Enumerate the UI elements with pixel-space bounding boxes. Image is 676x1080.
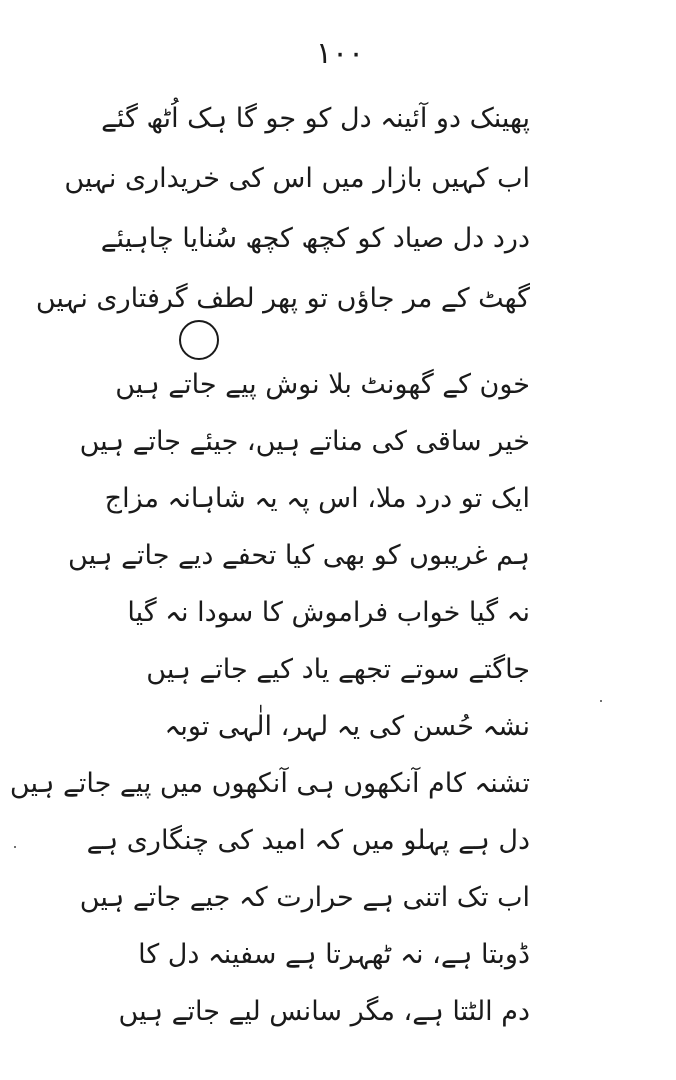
verse-line: ڈوبتا ہے، نہ ٹھہرتا ہے سفینہ دل کا — [138, 939, 530, 970]
verse-line: خیر ساقی کی مناتے ہیں، جیئے جاتے ہیں — [79, 426, 530, 457]
verse-line: جاگتے سوتے تجھے یاد کیے جاتے ہیں — [146, 654, 530, 685]
verse-line: نہ گیا خواب فراموش کا سودا نہ گیا — [127, 597, 530, 628]
page-number: ۱۰۰ — [315, 36, 365, 71]
verse-line: دم الٹتا ہے، مگر سانس لیے جاتے ہیں — [118, 996, 530, 1027]
verse-line: اب تک اتنی ہے حرارت کہ جیے جاتے ہیں — [79, 882, 530, 913]
verse-line: درد دل صیاد کو کچھ کچھ سُنایا چاہیئے — [100, 223, 530, 254]
verse-line: دل ہے پہلو میں کہ امید کی چنگاری ہے — [86, 825, 530, 856]
verse-line: پھینک دو آئینہ دل کو جو گا ہک اُٹھ گئے — [101, 103, 530, 134]
stanza-1 — [35, 103, 530, 344]
paper-speck — [600, 700, 602, 702]
verse-line: نشہ حُسن کی یہ لہر، الٰہی توبہ — [164, 711, 530, 742]
paper-speck — [14, 846, 16, 848]
stanza-2 — [9, 369, 530, 1054]
verse-line: اب کہیں بازار میں اس کی خریداری نہیں — [64, 163, 530, 194]
verse-line: خون کے گھونٹ بلا نوش پیے جاتے ہیں — [115, 369, 530, 400]
verse-line: گھٹ کے مر جاؤں تو پھر لطف گرفتاری نہیں — [35, 283, 530, 314]
verse-line: تشنہ کام آنکھوں ہی آنکھوں میں پیے جاتے ہیں — [9, 768, 530, 799]
verse-line: ہم غریبوں کو بھی کیا تحفے دیے جاتے ہیں — [68, 540, 530, 571]
verse-line: ایک تو درد ملا، اس پہ یہ شاہانہ مزاج — [104, 483, 530, 514]
circle-separator-icon — [178, 319, 220, 361]
